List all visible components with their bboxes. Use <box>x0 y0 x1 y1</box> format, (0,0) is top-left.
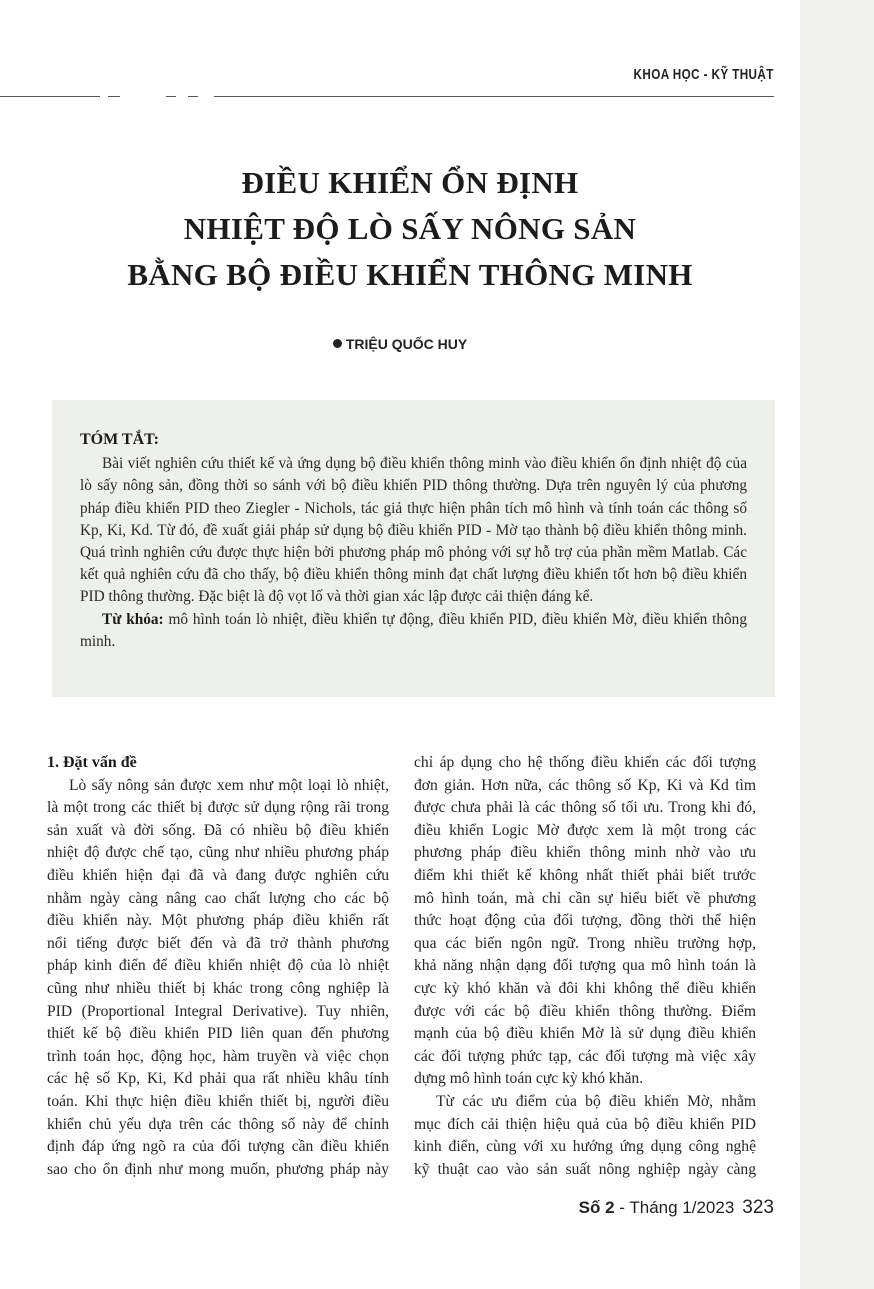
text-line: Từ các ưu điểm của bộ điều khiển Mờ, nhằm <box>436 1092 756 1110</box>
text-line: khả năng nhận dạng đối tượng qua mô hình toán là <box>414 957 756 975</box>
abstract-box <box>52 400 775 697</box>
section-label: KHOA HỌC - KỸ THUẬT <box>633 66 774 83</box>
text-line: nổi tiếng được biết đến và đã trở thành phương <box>47 934 389 952</box>
keywords-label: Từ khóa: <box>102 610 164 628</box>
text-line: kỹ thuật cao vào sản suất nông nghiệp ngày càng <box>414 1160 756 1178</box>
section-heading: 1. Đặt vấn đề <box>47 754 137 771</box>
text-line: qua các biến ngôn ngữ. Trong nhiều trường hợp, <box>414 934 756 952</box>
text-line: điều khiển này. Một phương pháp điều khiển rất <box>47 912 389 930</box>
text-line: là một trong các thiết bị được sử dụng rộng rãi trong <box>47 799 389 817</box>
header-rule-left <box>0 96 100 97</box>
header-rule-dash <box>108 96 120 97</box>
keywords <box>80 609 747 653</box>
text-line: điểm khi thiết kế không nhất thiết phải biết trước <box>414 866 756 884</box>
text-line: đơn giản. Hơn nữa, các thông số Kp, Ki và Kd tìm <box>414 776 756 794</box>
text-line: sao cho ổn định như mong muốn, phương pháp này <box>47 1160 389 1178</box>
text-line: các đối tượng phức tạp, các đối tượng mà việc xây <box>414 1047 756 1065</box>
text-line: điều khiển hiện đại đã và đang được nghiên cứu <box>47 866 389 884</box>
issue-date: - Tháng 1/2023 <box>614 1198 735 1217</box>
author-byline <box>0 336 800 352</box>
author-name: TRIỆU QUỐC HUY <box>345 336 468 352</box>
header-rule-dash <box>188 96 198 97</box>
text-line: định đáp ứng ngõ ra của đối tượng cần điều khiển <box>47 1138 389 1156</box>
text-line: được chưa phải là các thông số tối ưu. Trong khi đó, <box>414 799 756 817</box>
right-column-text <box>414 752 756 1181</box>
text-line: pháp kinh điển để điều khiển nhiệt độ của lò nhiệt <box>47 957 389 975</box>
left-column-text <box>47 775 389 1182</box>
page-footer <box>579 1197 774 1219</box>
text-line: dựng mô hình toán cực kỳ khó khăn. <box>414 1070 644 1088</box>
keywords-text: mô hình toán lò nhiệt, điều khiển tự động, điều khiển PID, điều khiển Mờ, điều khiển thông minh. <box>80 610 747 650</box>
text-line: mạnh của bộ điều khiển Mờ là sử dụng điều khiển <box>414 1025 756 1043</box>
title-line: BẰNG BỘ ĐIỀU KHIỂN THÔNG MINH <box>127 257 693 292</box>
text-line: PID (Proportional Integral Derivative). Tuy nhiên, <box>47 1002 389 1020</box>
issue-label: Số 2 <box>578 1198 615 1217</box>
text-line: nhằm ngày càng nâng cao chất lượng cho các bộ <box>47 889 389 907</box>
text-line: mục đích cải thiện hiệu quả của bộ điều khiển PID <box>414 1115 756 1133</box>
abstract-heading: TÓM TẮT: <box>80 431 159 448</box>
bullet-icon <box>333 339 342 348</box>
text-line: phương pháp điều khiển thông minh nhờ vào ưu <box>414 844 756 862</box>
text-line: khiển chủ yếu dựa trên các thông số này để chỉnh <box>47 1115 389 1133</box>
body-column-right <box>414 752 756 1181</box>
page-number: 323 <box>742 1197 774 1218</box>
text-line: mô hình toán, mà chỉ cần sự hiểu biết về phương <box>414 889 756 907</box>
title-line: NHIỆT ĐỘ LÒ SẤY NÔNG SẢN <box>183 211 637 246</box>
text-line: được với các bộ điều khiển thông thường. Điểm <box>414 1002 756 1020</box>
text-line: toán. Khi thực hiện điều khiển thiết bị, người điều <box>47 1092 389 1110</box>
text-line: trình toán học, động học, hàm truyền và việc chọn <box>47 1047 389 1065</box>
text-line: kinh điển, cùng với xu hướng ứng dụng công nghệ <box>414 1138 756 1156</box>
text-line: các hệ số Kp, Ki, Kd phải qua rất nhiều khâu tính <box>47 1070 389 1088</box>
text-line: Lò sấy nông sản được xem như một loại lò nhiệt, <box>69 776 389 794</box>
text-line: chỉ áp dụng cho hệ thống điều khiển các đối tượng <box>414 754 756 771</box>
text-line: cũng như nhiều thiết bị khác trong công nghiệp là <box>47 979 389 997</box>
text-line: cực kỳ khó khăn và đôi khi không thể điều khiển <box>414 979 756 997</box>
text-line: thiết kế bộ điều khiển PID liên quan đến phương <box>47 1025 389 1043</box>
right-margin-strip <box>800 0 874 1289</box>
text-line: điều khiển Logic Mờ được xem là một trong các <box>414 821 756 839</box>
text-line: sản xuất và đời sống. Đã có nhiều bộ điều khiển <box>47 821 389 839</box>
header-rule-right <box>214 96 774 97</box>
abstract-body: Bài viết nghiên cứu thiết kế và ứng dụng bộ điều khiển thông minh vào điều khiển ổn định nhiệt độ của lò sấy nông sản, đồng thời so sánh với bộ điều khiển PID thông thường. Dựa trên nguyên lý của phương pháp điều khiển PID theo Ziegler - Nichols, tác giả thực hiện phân tích mô hình và tính toán các thông số Kp, Ki, Kd. Từ đó, đề xuất giải pháp sử dụng bộ điều khiển PID - Mờ tạo thành bộ điều khiển thông minh. Quá trình nghiên cứu được thực hiện bởi phương pháp mô phỏng với sự hỗ trợ của phần mềm Matlab. Các kết quả nghiên cứu đã cho thấy, bộ điều khiển thông minh đạt chất lượng điều khiển tốt hơn bộ điều khiển PID thông thường. Đặc biệt là độ vọt lố và thời gian xác lập được cải thiện đáng kể. <box>80 455 747 606</box>
header-rule-dash <box>166 96 176 97</box>
title-line: ĐIỀU KHIỂN ỔN ĐỊNH <box>241 165 579 200</box>
text-line: nhiệt độ được chế tạo, cũng như nhiều phương pháp <box>47 844 389 862</box>
article-title <box>60 160 760 298</box>
body-column-left <box>47 752 389 1181</box>
text-line: thức hoạt động của đối tượng, đồng thời thể hiện <box>414 912 756 930</box>
